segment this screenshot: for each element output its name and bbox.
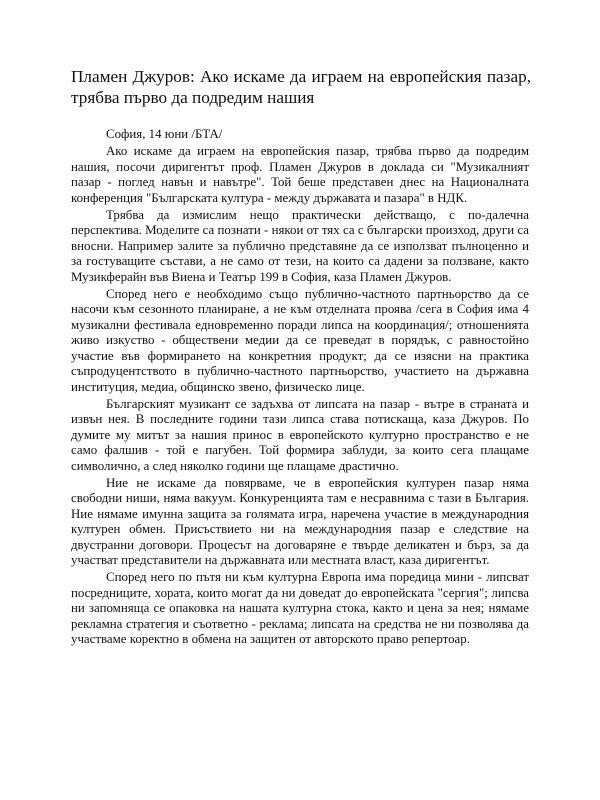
article-body [71, 127, 529, 649]
paragraph: Българският музикант се задъхва от липсата на пазар - вътре в страната и извън нея. В последните години тази липса става потискаща, каза Джуров. По думите му митът за нашия принос в европейското културно пространство е не само фалшив - той е пагубен. Той формира заблуди, за които сега плащаме символично, а след няколко години ще плащаме драстично. [71, 396, 529, 473]
paragraph: Ние не искаме да повярваме, че в европейския културен пазар няма свободни ниши, няма вакуум. Конкуренцията там е несравнима с тази в България. Ние нямаме имунна защита за голямата игра, наречена участие в международния културен обмен. Присъствието ни на международния пазар е следствие на двустранни договори. Процесът на договаряне е твърде деликатен и бърз, за да участват представители на държавната или местната власт, каза диригентът. [71, 475, 529, 567]
paragraph: Ако искаме да играем на европейския пазар, трябва първо да подредим нашия, посочи диригентът проф. Пламен Джуров в доклада си "Музикалният пазар - поглед навън и навътре". Той беше представен днес на Националната конференция "Българската култура - между държавата и пазара" в НДК. [71, 144, 529, 205]
paragraph: Според него е необходимо също публично-частното партньорство да се насочи към сезонното планиране, а не към отделната проява /сега в София има 4 музикални фестивала едновременно поради липса на координация/; отношенията живо изкуство - обществени медии да се преведат в порядък, с равностойно участие във формирането на конкретния продукт; да се изясни на практика съпродуцентството в публично-частното партньорство, участието на държавна институция, медиа, общинско звено, физическо лице. [71, 287, 529, 394]
paragraph: Трябва да измислим нещо практически действащо, с по-далечна перспектива. Моделите са познати - някои от тях са с български произход, други са вносни. Например залите за публично представяне да се използват пълноценно и за гостуващите състави, а не само от тези, на които са дадени за ползване, както Музикферайн във Виена и Театър 199 в София, каза Пламен Джуров. [71, 208, 529, 284]
dateline: София, 14 юни /БТА/ [106, 127, 223, 141]
paragraph: Според него по пътя ни към културна Европа има поредица мини - липсват посредниците, хората, които могат да ни доведат до европейската "сергия"; липсва ни запомняща се опаковка на нашата културна стока, както и цена за нея; нямаме рекламна стратегия и съответно - реклама; липсата на средства не ни позволява да участваме коректно в обмена на защитен от авторското право репертоар. [71, 570, 529, 646]
article-title: Пламен Джуров: Ако искаме да играем на европейския пазар, трябва първо да подредим нашия [71, 67, 531, 107]
